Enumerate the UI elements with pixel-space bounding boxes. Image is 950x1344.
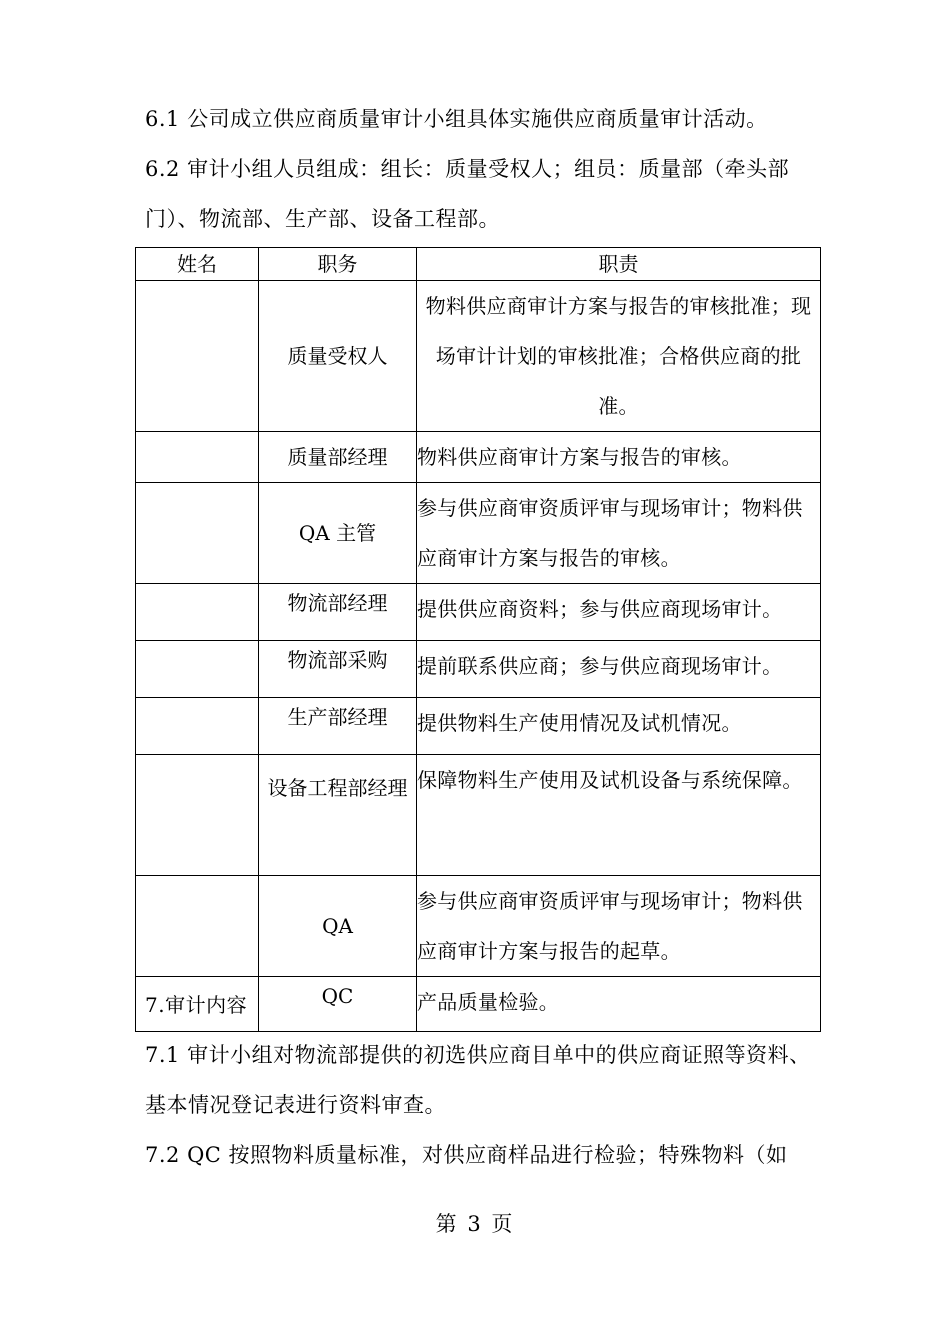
cell-duty: 提前联系供应商；参与供应商现场审计。	[417, 641, 821, 698]
paragraph-6-1: 6.1 公司成立供应商质量审计小组具体实施供应商质量审计活动。	[145, 107, 768, 131]
header-duty: 职责	[417, 248, 821, 281]
table-row	[136, 641, 821, 698]
table-row	[136, 876, 821, 977]
audit-team-table	[135, 247, 821, 1032]
section-7-heading: 7.审计内容	[145, 993, 248, 1017]
cell-name	[136, 876, 259, 977]
cell-position: 质量部经理	[259, 432, 417, 483]
table-row	[136, 432, 821, 483]
paragraph-7-1: 7.1 审计小组对物流部提供的初选供应商目单中的供应商证照等资料、基本情况登记表进行资料审查。	[145, 1043, 811, 1117]
cell-duty: 提供物料生产使用情况及试机情况。	[417, 698, 821, 755]
cell-position: QA	[259, 876, 417, 977]
table-row	[136, 698, 821, 755]
cell-name	[136, 584, 259, 641]
cell-name	[136, 641, 259, 698]
cell-duty: 提供供应商资料；参与供应商现场审计。	[417, 584, 821, 641]
cell-duty: 物料供应商审计方案与报告的审核。	[417, 432, 821, 483]
cell-position: 物流部经理	[259, 584, 417, 641]
cell-name	[136, 281, 259, 432]
table-row	[136, 755, 821, 876]
table-row	[136, 483, 821, 584]
cell-position: 设备工程部经理	[259, 755, 417, 876]
cell-position: 物流部采购	[259, 641, 417, 698]
cell-duty: 参与供应商审资质评审与现场审计；物料供应商审计方案与报告的审核。	[417, 483, 821, 584]
cell-position: 质量受权人	[259, 281, 417, 432]
cell-duty: 参与供应商审资质评审与现场审计；物料供应商审计方案与报告的起草。	[417, 876, 821, 977]
table-header-row	[136, 248, 821, 281]
cell-duty: 保障物料生产使用及试机设备与系统保障。	[417, 755, 821, 876]
table-row	[136, 281, 821, 432]
cell-position: QC	[259, 977, 417, 1032]
cell-name	[136, 755, 259, 876]
paragraph-6-2: 6.2 审计小组人员组成：组长：质量受权人；组员：质量部（牵头部门）、物流部、生产部、设备工程部。	[145, 157, 790, 231]
cell-position: 生产部经理	[259, 698, 417, 755]
cell-duty: 物料供应商审计方案与报告的审核批准；现场审计计划的审核批准；合格供应商的批准。	[417, 281, 821, 432]
page-number: 第 3 页	[435, 1212, 515, 1236]
cell-position: QA 主管	[259, 483, 417, 584]
cell-name	[136, 483, 259, 584]
paragraph-7-2: 7.2 QC 按照物料质量标准，对供应商样品进行检验；特殊物料（如	[145, 1143, 788, 1167]
cell-name	[136, 432, 259, 483]
cell-duty: 产品质量检验。	[417, 977, 821, 1032]
header-position: 职务	[259, 248, 417, 281]
cell-name	[136, 698, 259, 755]
header-name: 姓名	[136, 248, 259, 281]
table-row	[136, 584, 821, 641]
